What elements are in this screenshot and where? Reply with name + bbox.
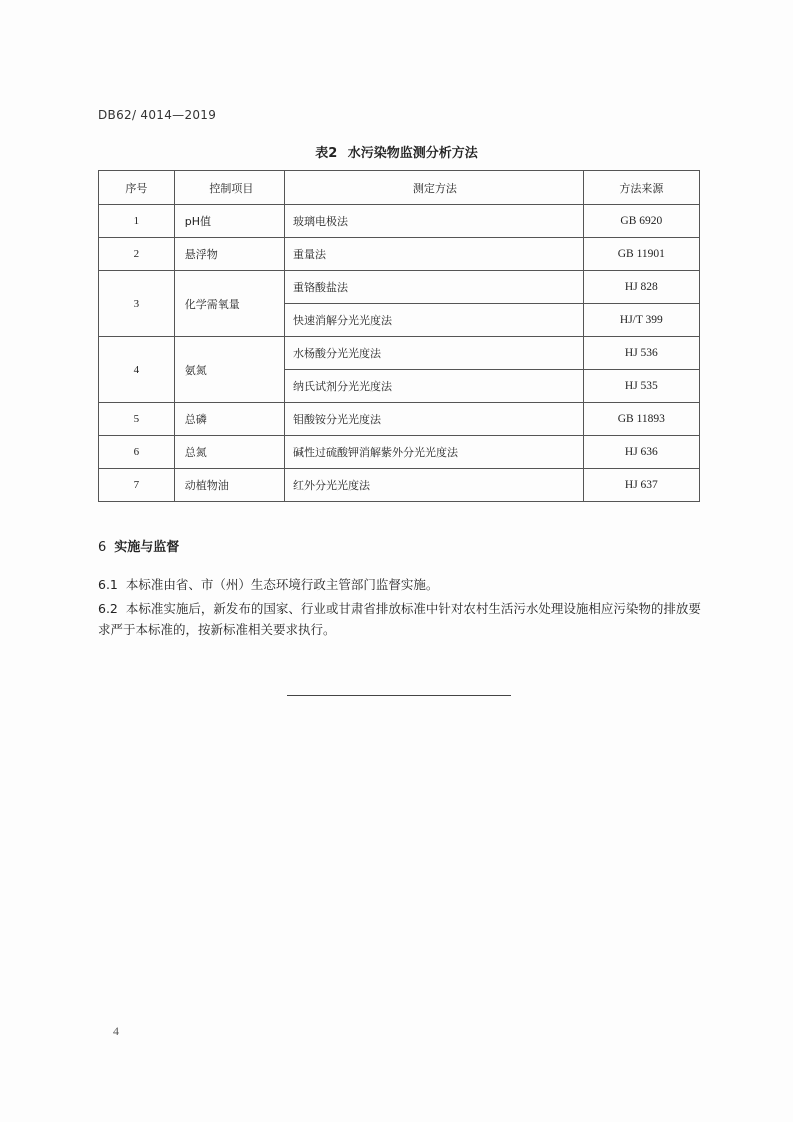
clause-text: 本标准由省、市（州）生态环境行政主管部门监督实施。 xyxy=(125,577,439,592)
table-title-label: 表2 xyxy=(315,146,338,161)
clause-6-1 xyxy=(98,574,708,595)
measurement-method: 水杨酸分光光度法 xyxy=(285,337,584,370)
measurement-method: 玻璃电极法 xyxy=(285,205,584,238)
table-row xyxy=(99,205,700,238)
control-item: 动植物油 xyxy=(174,469,284,502)
column-header-item: 控制项目 xyxy=(174,171,284,205)
measurement-method: 红外分光光度法 xyxy=(285,469,584,502)
method-source: GB 11893 xyxy=(583,403,699,436)
control-item: 总氮 xyxy=(174,436,284,469)
method-source: HJ 828 xyxy=(583,271,699,304)
row-number: 4 xyxy=(99,337,175,403)
row-number: 2 xyxy=(99,238,175,271)
method-source: HJ 637 xyxy=(583,469,699,502)
section-number: 6 xyxy=(98,540,107,555)
method-source: GB 6920 xyxy=(583,205,699,238)
table-row xyxy=(99,337,700,370)
measurement-method: 快速消解分光光度法 xyxy=(285,304,584,337)
clause-text: 本标准实施后，新发布的国家、行业或甘肃省排放标准中针对农村生活污水处理设施相应污染物的排放要求严于本标准的，按新标准相关要求执行。 xyxy=(98,601,701,637)
control-item: 氨氮 xyxy=(174,337,284,403)
table-row xyxy=(99,469,700,502)
table-row xyxy=(99,403,700,436)
measurement-method: 纳氏试剂分光光度法 xyxy=(285,370,584,403)
page-number: 4 xyxy=(113,1024,119,1038)
section-title: 实施与监督 xyxy=(114,540,180,555)
row-number: 3 xyxy=(99,271,175,337)
table-title xyxy=(0,142,793,161)
row-number: 1 xyxy=(99,205,175,238)
table-row xyxy=(99,436,700,469)
clause-number: 6.2 xyxy=(98,601,118,616)
column-header-no: 序号 xyxy=(99,171,175,205)
column-header-method: 测定方法 xyxy=(285,171,584,205)
row-number: 5 xyxy=(99,403,175,436)
table-title-text: 水污染物监测分析方法 xyxy=(347,146,478,161)
method-source: HJ/T 399 xyxy=(583,304,699,337)
measurement-method: 重量法 xyxy=(285,238,584,271)
document-code: DB62/ 4014—2019 xyxy=(98,108,217,122)
control-item: 化学需氧量 xyxy=(174,271,284,337)
table-row xyxy=(99,271,700,304)
table-row xyxy=(99,238,700,271)
control-item: pH值 xyxy=(174,205,284,238)
clause-number: 6.1 xyxy=(98,577,118,592)
monitoring-methods-table xyxy=(98,170,700,502)
row-number: 6 xyxy=(99,436,175,469)
control-item: 悬浮物 xyxy=(174,238,284,271)
clause-6-2 xyxy=(98,598,708,640)
method-source: HJ 636 xyxy=(583,436,699,469)
end-of-document-rule xyxy=(287,695,511,696)
row-number: 7 xyxy=(99,469,175,502)
control-item: 总磷 xyxy=(174,403,284,436)
method-source: GB 11901 xyxy=(583,238,699,271)
section-heading xyxy=(98,536,179,555)
method-source: HJ 535 xyxy=(583,370,699,403)
measurement-method: 碱性过硫酸钾消解紫外分光光度法 xyxy=(285,436,584,469)
column-header-source: 方法来源 xyxy=(583,171,699,205)
method-source: HJ 536 xyxy=(583,337,699,370)
measurement-method: 钼酸铵分光光度法 xyxy=(285,403,584,436)
table-header-row xyxy=(99,171,700,205)
measurement-method: 重铬酸盐法 xyxy=(285,271,584,304)
